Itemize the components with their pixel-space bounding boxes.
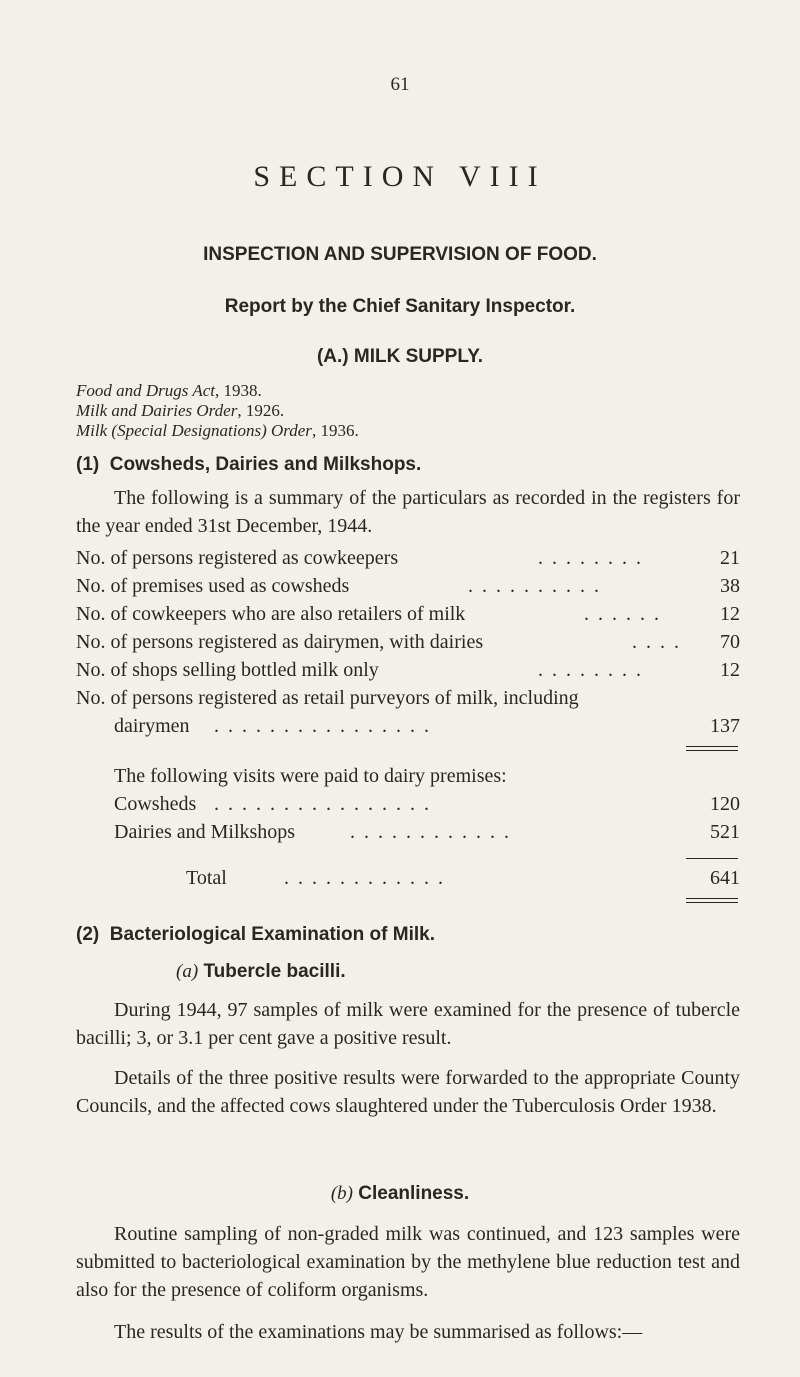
report-line: Report by the Chief Sanitary Inspector. [224, 296, 576, 317]
registration-row: No. of premises used as cowsheds . . . . . . . . . . 38 [76, 575, 740, 597]
double-rule [686, 898, 738, 903]
visits-intro: The following visits were paid to dairy premises: [114, 765, 507, 787]
registration-row: No. of persons registered as dairymen, with dairies . . . . 70 [76, 631, 740, 653]
part1-intro: The following is a summary of the particulars as recorded in the registers for the year ended 31st December, 1944. [76, 487, 740, 537]
part2-heading: (2) Bacteriological Examination of Milk. [76, 924, 435, 945]
visits-row: Dairies and Milkshops . . . . . . . . . . . . 521 [114, 821, 740, 843]
registration-row: No. of persons registered as cowkeepers . . . . . . . . 21 [76, 547, 740, 569]
paragraph-b1: Routine sampling of non-graded milk was continued, and 123 samples were submitted to bacteriological examination by the methylene blue reduction test and also for the presence of coliform organisms. [76, 1223, 740, 1301]
subheading-a: (a) Tubercle bacilli. [176, 961, 346, 982]
section-heading: SECTION VIII [253, 160, 547, 193]
double-rule [686, 746, 738, 751]
retail-purveyors-row: No. of persons registered as retail purveyors of milk, including [76, 687, 579, 709]
legislation-item: Food and Drugs Act, 1938. [76, 381, 262, 400]
part1-heading: (1) Cowsheds, Dairies and Milkshops. [76, 454, 422, 475]
total-rule [686, 858, 738, 859]
paragraph-a2: Details of the three positive results were forwarded to the appropriate County Councils, and the affected cows slaughtered under the Tuberculosis Order 1938. [76, 1067, 740, 1117]
legislation-item: Milk and Dairies Order, 1926. [76, 401, 285, 420]
retail-purveyors-row-cont: dairymen . . . . . . . . . . . . . . . . 137 [114, 715, 740, 737]
subheading-b: (b) Cleanliness. [330, 1183, 470, 1204]
registration-row: No. of cowkeepers who are also retailers of milk . . . . . . 12 [76, 603, 740, 625]
total-row: Total . . . . . . . . . . . . 641 [186, 867, 740, 889]
paragraph-b2: The results of the examinations may be summarised as follows:— [114, 1321, 643, 1343]
subsection-title: (A.) MILK SUPPLY. [316, 346, 484, 367]
main-title: INSPECTION AND SUPERVISION OF FOOD. [203, 244, 597, 265]
visits-row: Cowsheds . . . . . . . . . . . . . . . . 120 [114, 793, 740, 815]
page-number: 61 [390, 74, 410, 95]
legislation-item: Milk (Special Designations) Order, 1936. [76, 421, 359, 440]
legislation-list [76, 381, 359, 441]
paragraph-a1: During 1944, 97 samples of milk were examined for the presence of tubercle bacilli; 3, or 3.1 per cent gave a positive result. [76, 999, 740, 1049]
registration-row: No. of shops selling bottled milk only . . . . . . . . 12 [76, 659, 740, 681]
